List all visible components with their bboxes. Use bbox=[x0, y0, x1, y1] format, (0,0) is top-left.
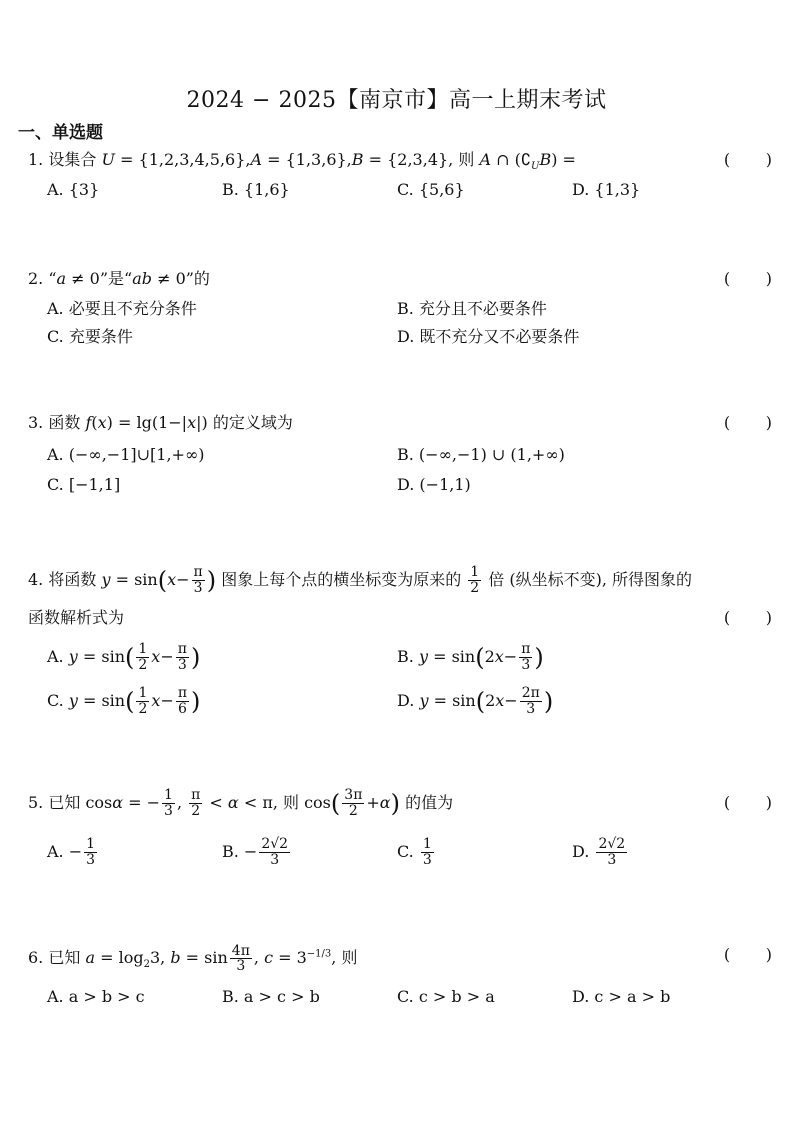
option-c: C. [−1,1] bbox=[47, 475, 121, 494]
question-stem bbox=[28, 266, 776, 292]
options bbox=[28, 828, 776, 876]
question-stem-text: 3. 函数 f(x) = lg(1−|x|) 的定义域为 bbox=[28, 413, 293, 432]
option-d: D. $\frac{2√2}{3}$ bbox=[572, 836, 626, 868]
answer-blank: ( ) bbox=[723, 150, 772, 169]
option-b: B. (−∞,−1) ∪ (1,+∞) bbox=[397, 445, 565, 464]
option-d: D. c > a > b bbox=[572, 987, 671, 1006]
option-b: B. y = sin(2x− $\frac{\pi}{3}$ ) bbox=[397, 641, 544, 673]
option-d: D. {1,3} bbox=[572, 180, 641, 199]
option-c: C. 充要条件 bbox=[47, 327, 133, 346]
question-4 bbox=[28, 555, 776, 723]
question-stem bbox=[28, 555, 776, 605]
question-6 bbox=[28, 930, 776, 1012]
option-a: A. − $\frac{1}{3}$ bbox=[47, 836, 96, 868]
option-c: C. $\frac{1}{3}$ bbox=[397, 836, 432, 868]
answer-blank: ( ) bbox=[723, 793, 772, 812]
question-stem-text: 1. 设集合 U = {1,2,3,4,5,6},A = {1,3,6},B = {2,3,4}, 则 A ∩ $(∁_UB)$ = bbox=[28, 150, 576, 173]
question-5 bbox=[28, 778, 776, 876]
question-stem bbox=[28, 410, 776, 436]
option-b: B. a > c > b bbox=[222, 987, 320, 1006]
section-heading: 一、单选题 bbox=[18, 123, 103, 143]
answer-blank: ( ) bbox=[723, 413, 772, 432]
option-c: C. {5,6} bbox=[397, 180, 465, 199]
answer-blank: ( ) bbox=[723, 945, 772, 964]
option-c: C. c > b > a bbox=[397, 987, 495, 1006]
question-1 bbox=[28, 147, 776, 205]
page-title: 2024 − 2025【南京市】高一上期末考试 bbox=[186, 88, 607, 113]
question-stem-text: 5. 已知 cosα = − $\frac{1}{3}$ , $\frac{\pi}{2}$ < α < π, 则 cos( $\frac{3\pi}{2}$ +α) 的值为 bbox=[28, 787, 454, 819]
option-d: D. 既不充分又不必要条件 bbox=[397, 327, 580, 346]
question-stem-text: 4. 将函数 y = sin(x− $\frac{\pi}{3}$ ) 图象上每个点的横坐标变为原来的 $\frac{1}{2}$ 倍 (纵坐标不变), 所得图象的 bbox=[28, 564, 693, 596]
option-a: A. (−∞,−1]∪[1,+∞) bbox=[47, 445, 205, 464]
option-a: A. 必要且不充分条件 bbox=[47, 299, 197, 318]
option-b: B. {1,6} bbox=[222, 180, 290, 199]
question-2 bbox=[28, 266, 776, 354]
option-a: A. {3} bbox=[47, 180, 100, 199]
option-d: D. (−1,1) bbox=[397, 475, 471, 494]
question-stem bbox=[28, 930, 776, 980]
option-b: B. − $\frac{2√2}{3}$ bbox=[222, 836, 289, 868]
question-stem-text: 2. “a ≠ 0”是“ab ≠ 0”的 bbox=[28, 269, 210, 288]
option-d: D. y = sin(2x− $\frac{2\pi}{3}$ ) bbox=[397, 685, 554, 717]
option-c: C. y = sin( $\frac{1}{2}$ x− $\frac{\pi}{6}$ ) bbox=[47, 685, 201, 717]
options bbox=[28, 173, 776, 205]
question-stem bbox=[28, 778, 776, 828]
options bbox=[28, 980, 776, 1012]
question-3 bbox=[28, 410, 776, 498]
options bbox=[28, 631, 776, 723]
option-a: A. a > b > c bbox=[47, 987, 145, 1006]
options bbox=[28, 292, 776, 354]
answer-blank: ( ) bbox=[723, 608, 772, 627]
answer-blank: ( ) bbox=[723, 269, 772, 288]
question-stem bbox=[28, 147, 776, 173]
question-stem-text: 6. 已知 $a = \log_23$, b = sin $\frac{4\pi}{3}$ , $c = 3^{-1/3}$, 则 bbox=[28, 942, 358, 975]
options bbox=[28, 436, 776, 498]
question-stem-text-2: 函数解析式为 bbox=[28, 608, 125, 627]
option-a: A. y = sin( $\frac{1}{2}$ x− $\frac{\pi}{3}$ ) bbox=[47, 641, 201, 673]
question-stem-continued bbox=[28, 605, 776, 631]
option-b: B. 充分且不必要条件 bbox=[397, 299, 547, 318]
